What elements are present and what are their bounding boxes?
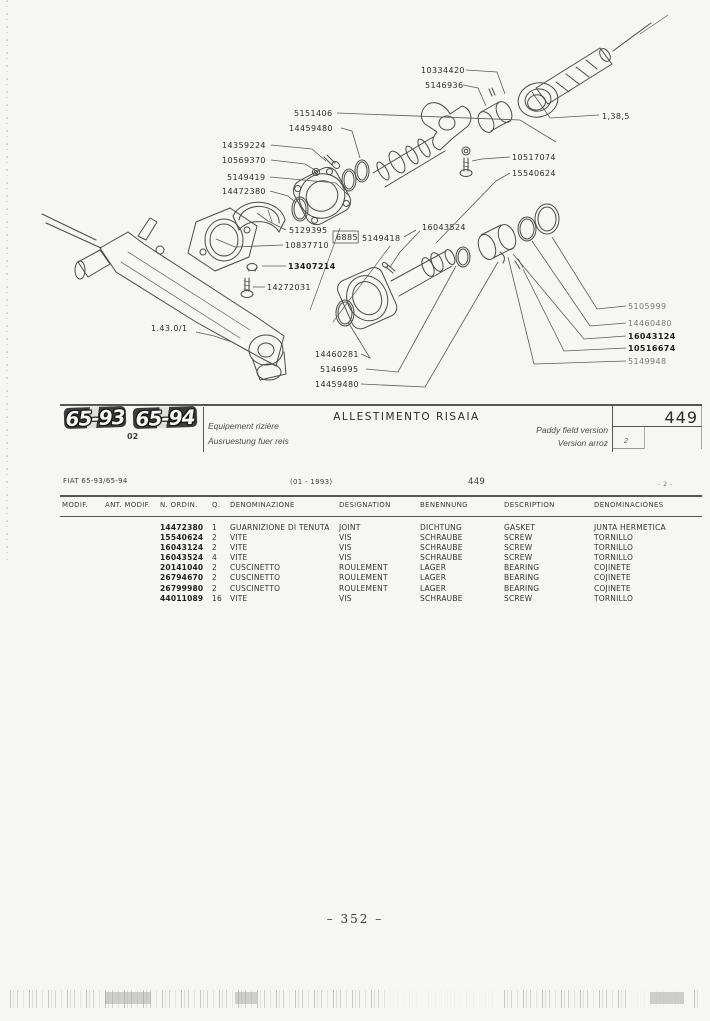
cell-q: 1: [212, 523, 217, 532]
page-number: – 352 –: [326, 912, 384, 926]
cell-modif: [62, 524, 105, 533]
leader-line: [552, 237, 626, 309]
part-number-label: 10516674: [628, 344, 676, 353]
table-number: 449: [664, 408, 698, 427]
part-number-label: 10517074: [512, 153, 556, 162]
leader-line: [472, 157, 510, 161]
cell-benennung: SCHRAUBE: [420, 533, 463, 543]
sheet-box-rule: [612, 448, 644, 449]
cell-benennung: SCHRAUBE: [420, 553, 463, 563]
part-number-label: 14472380: [222, 187, 266, 196]
cell-denominaciones: COJINETE: [594, 573, 631, 583]
table-row: [62, 564, 704, 573]
part-number-label: 5149418: [362, 234, 401, 243]
cell-denominazione: VITE: [230, 553, 248, 563]
model-code-badge-1: [64, 406, 127, 429]
column-header: Q.: [212, 501, 221, 509]
column-header: BENENNUNG: [420, 501, 468, 509]
cell-description: SCREW: [504, 553, 533, 563]
cell-benennung: LAGER: [420, 563, 447, 573]
model-line: FIAT 65-93/65-94: [63, 477, 128, 485]
cell-modif: [62, 534, 105, 543]
cell-n_ordin: 44011089: [160, 593, 204, 603]
cell-modif: [62, 554, 105, 563]
column-header: ANT. MODIF.: [105, 501, 151, 509]
model-code-2: 65-94: [135, 404, 195, 431]
leader-line: [361, 262, 498, 387]
header-subtitle-de: Ausruestung fuer reis: [208, 436, 289, 446]
leader-line: [271, 145, 326, 161]
header-subtitle-es: Version arroz: [557, 438, 608, 448]
table-row: [62, 534, 704, 543]
part-number-label: 5105999: [628, 302, 667, 311]
cell-denominaciones: COJINETE: [594, 563, 631, 573]
column-header: N. ORDIN.: [160, 501, 198, 509]
leader-line: [270, 191, 296, 203]
date-range: (01 - 1993): [290, 478, 333, 486]
part-number-label: 15540624: [512, 169, 556, 178]
cell-ant_modif: [105, 534, 160, 543]
part-number-label: 5149948: [628, 357, 667, 366]
cell-modif: [62, 574, 105, 583]
cell-designation: VIS: [339, 593, 352, 603]
cell-description: BEARING: [504, 583, 540, 593]
cell-denominaciones: COJINETE: [594, 583, 631, 593]
part-number-label: 13407214: [288, 262, 336, 271]
leader-line: [508, 257, 626, 364]
table-row: [62, 554, 704, 563]
cell-denominaciones: TORNILLO: [594, 553, 634, 563]
part-number-label: 16043124: [628, 332, 676, 341]
cell-benennung: LAGER: [420, 583, 447, 593]
cell-denominazione: CUSCINETTO: [230, 583, 281, 593]
cell-denominaciones: TORNILLO: [594, 543, 634, 553]
cell-modif: [62, 595, 105, 604]
part-number-label: 14460281: [315, 350, 359, 359]
cell-q: 2: [212, 543, 217, 553]
cell-ant_modif: [105, 524, 160, 533]
cell-designation: VIS: [339, 533, 352, 543]
leader-line: [463, 85, 486, 106]
cell-modif: [62, 564, 105, 573]
cell-denominaciones: TORNILLO: [594, 533, 634, 543]
part-number-label: 6885: [336, 233, 358, 242]
leader-line: [523, 269, 626, 351]
exploded-parts-diagram: [0, 0, 710, 400]
cell-description: BEARING: [504, 563, 540, 573]
cell-q: 2: [212, 573, 217, 583]
cell-benennung: SCHRAUBE: [420, 543, 463, 553]
cell-n_ordin: 14472380: [160, 523, 204, 532]
cell-description: BEARING: [504, 573, 540, 583]
table-column-headers: [62, 501, 704, 509]
cell-description: SCREW: [504, 593, 533, 603]
cell-denominazione: VITE: [230, 593, 248, 603]
cell-ant_modif: [105, 585, 160, 594]
part-number-label: 1.43.0/1: [151, 324, 188, 333]
cell-ant_modif: [105, 544, 160, 553]
model-code-badge-2: [133, 406, 198, 429]
cell-denominazione: CUSCINETTO: [230, 573, 281, 583]
leader-line: [532, 241, 626, 326]
part-number-label: 10569370: [222, 156, 266, 165]
table-row: [62, 524, 704, 533]
cell-ant_modif: [105, 564, 160, 573]
leader-line: [270, 177, 348, 195]
cell-denominazione: VITE: [230, 543, 248, 553]
cell-designation: VIS: [339, 543, 352, 553]
scan-artifact-strip: [10, 990, 700, 1008]
cell-denominazione: VITE: [230, 533, 248, 543]
part-number-label: 10334420: [421, 66, 465, 75]
diagram-drawing: [42, 15, 668, 380]
part-number-label: 14359224: [222, 141, 266, 150]
table-header-top-rule: [60, 495, 702, 497]
cell-ant_modif: [105, 574, 160, 583]
cell-description: SCREW: [504, 533, 533, 543]
table-ref: 449: [468, 477, 486, 487]
leader-line: [196, 332, 232, 342]
cell-n_ordin: 26799980: [160, 583, 204, 593]
cell-q: 2: [212, 563, 217, 573]
header-subtitle-fr: Equipement rizière: [208, 421, 279, 431]
cell-n_ordin: 20141040: [160, 563, 204, 573]
cell-benennung: SCHRAUBE: [420, 593, 463, 603]
table-row: [62, 574, 704, 583]
cell-description: SCREW: [504, 543, 533, 553]
model-code-1: 65-93: [65, 404, 125, 431]
cell-ant_modif: [105, 595, 160, 604]
cell-q: 4: [212, 553, 217, 563]
cell-designation: JOINT: [339, 523, 361, 532]
page-title: ALLESTIMENTO RISAIA: [333, 411, 480, 423]
part-number-label: 1,38,5: [602, 112, 630, 121]
leader-line: [436, 173, 510, 243]
cell-q: 2: [212, 583, 217, 593]
cell-denominaciones: JUNTA HERMETICA: [594, 523, 666, 532]
leader-line: [216, 239, 283, 247]
part-number-label: 14272031: [267, 283, 311, 292]
cell-denominaciones: TORNILLO: [594, 593, 634, 603]
column-header: DENOMINACIONES: [594, 501, 664, 509]
parts-table-body: [62, 524, 704, 605]
column-header: DENOMINAZIONE: [230, 501, 295, 509]
cell-designation: VIS: [339, 553, 352, 563]
leader-line: [404, 230, 416, 237]
sheet-number: 2: [624, 438, 628, 445]
cell-denominazione: GUARNIZIONE DI TENUTA: [230, 523, 330, 532]
column-header: MODIF.: [62, 501, 88, 509]
cell-designation: ROULEMENT: [339, 563, 388, 573]
table-row: [62, 595, 704, 604]
part-number-label: 10837710: [285, 241, 329, 250]
model-sub-code: 02: [127, 432, 139, 441]
table-row: [62, 544, 704, 553]
sheet-ref: - 2 -: [658, 480, 673, 488]
cell-n_ordin: 16043524: [160, 553, 204, 563]
part-number-label: 14460480: [628, 319, 672, 328]
sheet-box-divider: [644, 426, 645, 449]
header-subtitle-en: Paddy field version: [536, 425, 608, 435]
cell-benennung: LAGER: [420, 573, 447, 583]
part-number-label: 14459480: [315, 380, 359, 389]
column-header: DESIGNATION: [339, 501, 391, 509]
part-number-label: 5146936: [425, 81, 464, 90]
cell-n_ordin: 26794670: [160, 573, 204, 583]
cell-q: 16: [212, 593, 222, 603]
cell-designation: ROULEMENT: [339, 573, 388, 583]
cell-designation: ROULEMENT: [339, 583, 388, 593]
cell-n_ordin: 16043124: [160, 543, 204, 553]
table-header-bottom-rule: [60, 516, 702, 517]
leader-line: [466, 70, 505, 94]
table-row: [62, 585, 704, 594]
cell-q: 2: [212, 533, 217, 543]
column-header: DESCRIPTION: [504, 501, 555, 509]
cell-denominazione: CUSCINETTO: [230, 563, 281, 573]
part-number-label: 5149419: [227, 173, 266, 182]
part-number-label: 5129395: [289, 226, 328, 235]
part-number-label: 16043524: [422, 223, 466, 232]
part-number-label: 5146995: [320, 365, 359, 374]
leader-line: [337, 113, 556, 142]
part-number-label: 14459480: [289, 124, 333, 133]
leader-line: [271, 160, 315, 170]
cell-description: GASKET: [504, 523, 536, 532]
leader-line: [341, 128, 360, 158]
cell-modif: [62, 585, 105, 594]
cell-n_ordin: 15540624: [160, 533, 204, 543]
cell-ant_modif: [105, 554, 160, 563]
cell-benennung: DICHTUNG: [420, 523, 462, 532]
cell-modif: [62, 544, 105, 553]
part-number-label: 5151406: [294, 109, 333, 118]
